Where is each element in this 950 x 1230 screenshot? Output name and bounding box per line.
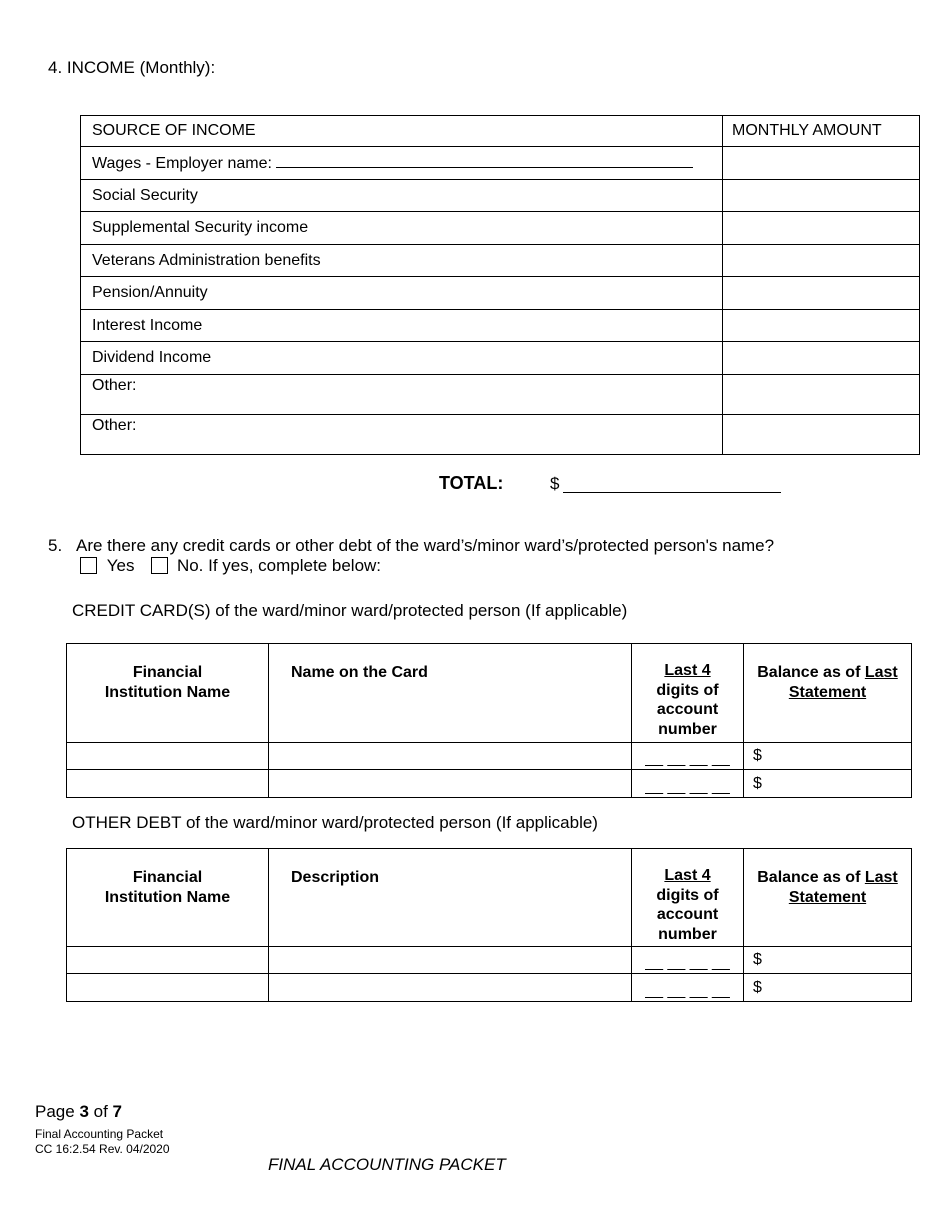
last4-header-line4: number bbox=[658, 720, 717, 738]
table-row bbox=[67, 947, 912, 974]
table-row bbox=[81, 415, 920, 455]
income-source-label: Supplemental Security income bbox=[81, 212, 723, 245]
table-row bbox=[81, 277, 920, 310]
balance-cell[interactable]: $ bbox=[744, 947, 912, 974]
table-row bbox=[81, 375, 920, 415]
last4-header-line1: Last 4 bbox=[664, 867, 711, 884]
institution-header bbox=[67, 644, 269, 743]
balance-header-statement: Statement bbox=[788, 889, 867, 906]
income-source-label: Social Security bbox=[81, 180, 723, 212]
last4-cell[interactable]: __ __ __ __ bbox=[632, 743, 744, 770]
table-row bbox=[67, 974, 912, 1002]
table-row bbox=[81, 245, 920, 277]
balance-cell[interactable]: $ bbox=[744, 974, 912, 1002]
form-name: Final Accounting Packet bbox=[35, 1127, 164, 1141]
balance-header-last: Last bbox=[864, 664, 898, 681]
income-source-label: Interest Income bbox=[81, 310, 723, 342]
institution-header-line1: Financial bbox=[132, 664, 203, 681]
income-source-label: Wages - Employer name: bbox=[92, 154, 272, 172]
income-source-label[interactable]: Other: bbox=[81, 375, 723, 415]
employer-name-field[interactable] bbox=[276, 154, 693, 168]
page-of: of bbox=[88, 1102, 113, 1121]
balance-header-last: Last bbox=[864, 869, 898, 886]
amount-header: MONTHLY AMOUNT bbox=[723, 116, 920, 147]
table-row bbox=[67, 770, 912, 798]
balance-header-statement: Statement bbox=[788, 684, 867, 701]
section-5-number: 5. bbox=[48, 536, 63, 555]
income-source-label: Pension/Annuity bbox=[81, 277, 723, 310]
table-row bbox=[81, 212, 920, 245]
yes-checkbox[interactable] bbox=[80, 557, 97, 574]
monthly-amount-cell[interactable] bbox=[723, 147, 920, 180]
page-total: 7 bbox=[112, 1102, 122, 1121]
monthly-amount-cell[interactable] bbox=[723, 180, 920, 212]
description-cell[interactable] bbox=[269, 947, 632, 974]
table-row bbox=[81, 342, 920, 375]
table-header-row bbox=[67, 644, 912, 743]
last4-header-line4: number bbox=[658, 925, 717, 943]
monthly-amount-cell[interactable] bbox=[723, 310, 920, 342]
other-debt-title: OTHER DEBT of the ward/minor ward/protected person (If applicable) bbox=[72, 813, 598, 832]
table-row bbox=[81, 180, 920, 212]
description-cell[interactable] bbox=[269, 974, 632, 1002]
page-number bbox=[35, 1102, 122, 1122]
balance-header-text: Balance as of bbox=[757, 664, 865, 681]
section-4-title: 4. INCOME (Monthly): bbox=[48, 58, 216, 77]
description-header: Description bbox=[269, 849, 632, 947]
last4-header bbox=[632, 849, 744, 947]
institution-header-line2: Institution Name bbox=[104, 889, 231, 906]
income-source-label: Dividend Income bbox=[81, 342, 723, 375]
yes-no-row bbox=[80, 556, 381, 576]
last4-header-line3: account bbox=[656, 701, 719, 718]
balance-header bbox=[744, 849, 912, 947]
monthly-amount-cell[interactable] bbox=[723, 342, 920, 375]
name-on-card-header: Name on the Card bbox=[269, 644, 632, 743]
monthly-amount-cell[interactable] bbox=[723, 375, 920, 415]
no-label: No. If yes, complete below: bbox=[176, 556, 382, 575]
institution-cell[interactable] bbox=[67, 947, 269, 974]
total-label: TOTAL: bbox=[439, 473, 504, 493]
last4-header-line2: digits of bbox=[656, 681, 719, 699]
last4-cell[interactable]: __ __ __ __ bbox=[632, 770, 744, 798]
footer-title: FINAL ACCOUNTING PACKET bbox=[268, 1155, 506, 1174]
other-debt-table bbox=[66, 848, 912, 1002]
name-on-card-cell[interactable] bbox=[269, 770, 632, 798]
no-checkbox[interactable] bbox=[151, 557, 168, 574]
monthly-amount-cell[interactable] bbox=[723, 277, 920, 310]
page-current: 3 bbox=[79, 1102, 89, 1121]
table-header-row bbox=[81, 116, 920, 147]
source-header: SOURCE OF INCOME bbox=[81, 116, 723, 147]
institution-cell[interactable] bbox=[67, 770, 269, 798]
institution-cell[interactable] bbox=[67, 743, 269, 770]
income-source-label: Veterans Administration benefits bbox=[81, 245, 723, 277]
last4-header bbox=[632, 644, 744, 743]
last4-header-line2: digits of bbox=[656, 886, 719, 904]
section-5-question: Are there any credit cards or other debt of the ward’s/minor ward’s/protected person's name? bbox=[76, 536, 775, 555]
table-row bbox=[67, 743, 912, 770]
name-on-card-cell[interactable] bbox=[269, 743, 632, 770]
table-row bbox=[81, 310, 920, 342]
total-currency: $ bbox=[550, 474, 560, 493]
credit-cards-title: CREDIT CARD(S) of the ward/minor ward/protected person (If applicable) bbox=[72, 601, 628, 620]
income-source-label[interactable]: Other: bbox=[81, 415, 723, 455]
table-row bbox=[81, 147, 920, 180]
last4-header-line3: account bbox=[656, 906, 719, 923]
form-code: CC 16:2.54 Rev. 04/2020 bbox=[35, 1142, 170, 1156]
balance-cell[interactable]: $ bbox=[744, 770, 912, 798]
total-amount-field[interactable] bbox=[563, 492, 781, 493]
institution-header-line2: Institution Name bbox=[104, 684, 231, 701]
page-prefix: Page bbox=[35, 1102, 80, 1121]
credit-cards-table bbox=[66, 643, 912, 798]
yes-label: Yes bbox=[106, 556, 135, 575]
institution-cell[interactable] bbox=[67, 974, 269, 1002]
institution-header-line1: Financial bbox=[132, 869, 203, 886]
balance-cell[interactable]: $ bbox=[744, 743, 912, 770]
income-table bbox=[80, 115, 920, 455]
monthly-amount-cell[interactable] bbox=[723, 415, 920, 455]
monthly-amount-cell[interactable] bbox=[723, 212, 920, 245]
last4-header-line1: Last 4 bbox=[664, 662, 711, 679]
last4-cell[interactable]: __ __ __ __ bbox=[632, 947, 744, 974]
institution-header bbox=[67, 849, 269, 947]
balance-header bbox=[744, 644, 912, 743]
last4-cell[interactable]: __ __ __ __ bbox=[632, 974, 744, 1002]
monthly-amount-cell[interactable] bbox=[723, 245, 920, 277]
table-header-row bbox=[67, 849, 912, 947]
balance-header-text: Balance as of bbox=[757, 869, 865, 886]
